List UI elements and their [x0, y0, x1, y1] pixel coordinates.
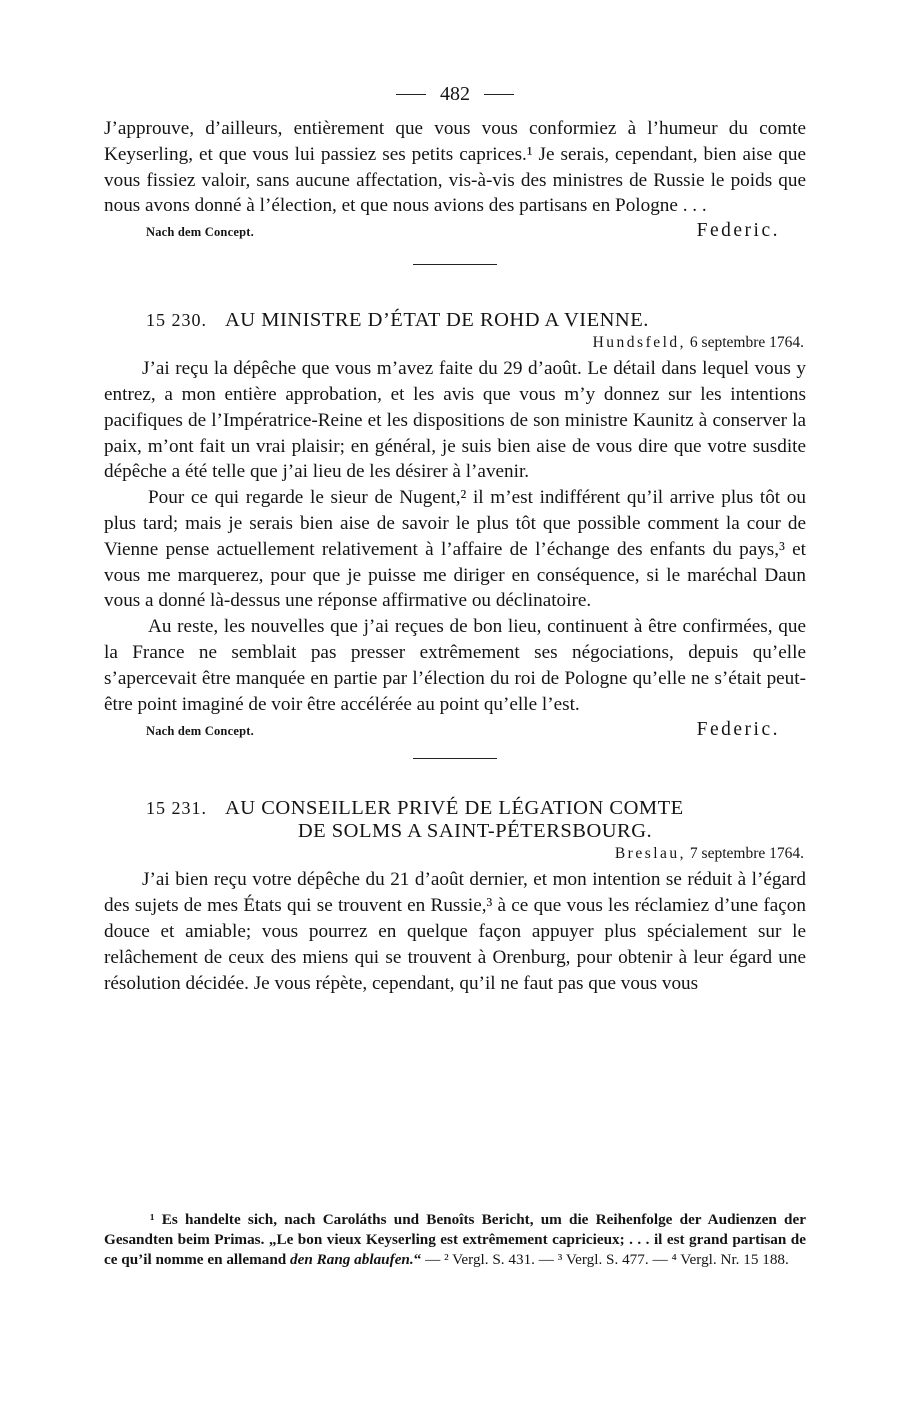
- letter-15230-place: Hundsfeld,: [592, 334, 687, 352]
- letter-15230-signature-row: [104, 719, 806, 741]
- letter-15231-place: Breslau,: [614, 845, 687, 863]
- header-dash-right: [484, 94, 514, 95]
- letter-15231-paragraph-1: J’ai bien reçu votre dépêche du 21 d’août dernier, et mon intention se réduit à l’égard des sujets de mes États qui se trouvent en Russie,³ à ce que vous les réclamiez d’une façon douce et amiable; vous pourrez en quelque façon appuyer plus spécialement sur le relâchement de ceux des miens qui se trouvent à Orenburg, pour obtenir à leur égard une résolution décidée. Je vous répète, cependant, qu’il ne faut pas que vous vous: [104, 869, 806, 994]
- prev-letter-text: J’approuve, d’ailleurs, entièrement que vous vous conformiez à l’humeur du comte Keyserling, et que vous lui passiez ses petits caprices.¹ Je serais, cependant, bien aise que vous fissiez valoir, sans aucune affectation, vis-à-vis des ministres de Russie le poids que nous avons donné à l’élection, et que nous avions des partisans en Pologne . . .: [104, 118, 806, 217]
- footnote-1-close: “: [413, 1251, 422, 1268]
- letter-15230-paragraph-3: Au reste, les nouvelles que j’ai reçues de bon lieu, continuent à être confirmées, que la France ne semblait pas presser extrêmement ses négociations, depuis qu’elle s’apercevait être manquée en partie par l’élection du roi de Pologne qu’elle ne s’était peut-être point imaginé de voir être accélérée au point qu’elle l’est.: [104, 616, 806, 715]
- letter-15230-paragraph-2: Pour ce qui regarde le sieur de Nugent,² il m’est indifférent qu’il arrive plus tôt ou plus tard; mais je serais bien aise de savoir le plus tôt que possible comment la cour de Vienne pense actuellement relativement à l’affaire de l’échange des enfants du pays,³ et vous me marquerez, pour que je puisse me diriger en conséquence, si le maréchal Daun vous a donné là-dessus une réponse affirmative ou déclinatoire.: [104, 487, 806, 612]
- letter-15230-title: AU MINISTRE D’ÉTAT DE ROHD A VIENNE.: [225, 309, 649, 332]
- header-dash-left: [396, 94, 426, 95]
- letter-15231-date: 7 septembre 1764.: [689, 845, 804, 863]
- letter-15231-number: 15 231.: [146, 798, 207, 819]
- letter-15231-heading: [104, 797, 806, 820]
- footnote-2-4: — ² Vergl. S. 431. — ³ Vergl. S. 477. — ⁴ Vergl. Nr. 15 188.: [425, 1251, 789, 1268]
- letter-15230-signature: Federic.: [696, 719, 780, 741]
- prev-letter-signature-row: [104, 220, 806, 242]
- letter-15230-paragraph-1: J’ai reçu la dépêche que vous m’avez faite du 29 d’août. Le détail dans lequel vous y entrez, a mon entière approbation, et les avis que vous m’y donnez sur les intentions pacifiques de l’Impératrice-Reine et les dispositions de son ministre Kaunitz à conserver la paix, m’ont fait un vrai plaisir; en général, je suis bien aise de vous dire que votre susdite dépêche a été telle que j’ai lieu de les désirer à l’avenir.: [104, 358, 806, 483]
- page-header: [104, 80, 806, 108]
- footnote-1: [104, 1210, 806, 1270]
- page-number: 482: [440, 82, 470, 105]
- letter-15230-number: 15 230.: [146, 310, 207, 331]
- letter-15230-source: Nach dem Concept.: [146, 724, 254, 739]
- page-body: [104, 80, 806, 996]
- section-divider: [413, 264, 497, 265]
- prev-letter-signature: Federic.: [696, 220, 780, 242]
- letter-15231-dateline: [104, 845, 806, 863]
- footnotes: [104, 1210, 806, 1270]
- letter-15230-date: 6 septembre 1764.: [689, 334, 804, 352]
- footnote-1-text: ¹ Es handelte sich, nach Caroláths und Benoîts Bericht, um die Reihenfolge der Audienzen der Gesandten beim Primas. „Le bon vieux Keyserling est extrêmement capricieux; . . . il est grand partisan de ce qu’il nomme en allemand: [104, 1211, 806, 1268]
- letter-15230-dateline: [104, 334, 806, 352]
- prev-letter-source: Nach dem Concept.: [146, 225, 254, 240]
- footnote-1-italic: den Rang ablaufen.: [290, 1251, 414, 1268]
- letter-15231-title-line1: AU CONSEILLER PRIVÉ DE LÉGATION COMTE: [225, 797, 684, 820]
- letter-15230-heading: [104, 309, 806, 332]
- letter-15231-title-line2: DE SOLMS A SAINT-PÉTERSBOURG.: [297, 820, 653, 843]
- section-divider: [413, 758, 497, 759]
